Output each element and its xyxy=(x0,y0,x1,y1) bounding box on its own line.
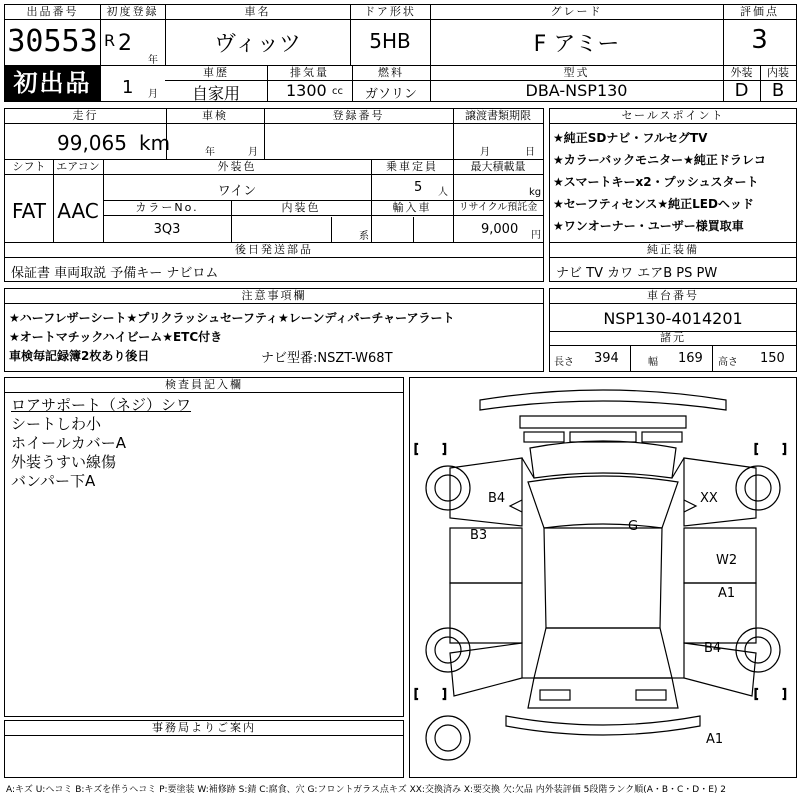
mileage-label: 走行 xyxy=(5,109,166,124)
length-label: 長さ xyxy=(554,357,574,368)
damage-diagram xyxy=(409,377,797,778)
door-type: 5HB xyxy=(369,29,411,53)
car-outline xyxy=(410,378,796,777)
sales-point: ★カラーバックモニター★純正ドラレコ xyxy=(553,153,766,167)
inspector-line: シートしわ小 xyxy=(11,415,102,433)
grade: F アミー xyxy=(533,32,620,57)
shift: FAT xyxy=(11,199,46,223)
history-label: 車歴 xyxy=(165,66,267,81)
note-line: ★オートマチックハイビーム★ETC付き xyxy=(9,330,223,344)
capacity-unit: 人 xyxy=(438,187,448,198)
history: 自家用 xyxy=(191,84,240,103)
mark-a1-right-rear: A1 xyxy=(718,586,736,601)
air-conditioner: AAC xyxy=(57,199,99,223)
sales-point: ★セーフティセンス★純正LEDヘッド xyxy=(553,197,754,211)
height: 150 xyxy=(760,351,785,366)
navi-model: ナビ型番:NSZT-W68T xyxy=(261,351,393,366)
color-number: 3Q3 xyxy=(153,222,181,237)
lot-number-label: 出品番号 xyxy=(5,5,100,20)
sales-points-section xyxy=(549,108,797,282)
grade-label: グレード xyxy=(430,5,723,20)
svg-text:[: [ xyxy=(414,442,419,456)
office-label: 事務局よりご案内 xyxy=(5,721,403,736)
chassis-number-label: 車台番号 xyxy=(550,289,796,304)
capacity: 5 xyxy=(414,180,423,195)
first-listing-badge: 初出品 xyxy=(5,66,100,101)
interior-grade-label: 内装 xyxy=(760,66,796,81)
max-load-unit: kg xyxy=(529,187,542,198)
registration-number-label: 登録番号 xyxy=(264,109,453,124)
svg-text:]: ] xyxy=(782,687,787,701)
car-name: ヴィッツ xyxy=(214,32,301,57)
height-label: 高さ xyxy=(718,357,738,368)
mark-a1-rear-bumper: A1 xyxy=(706,732,724,747)
recycle-deposit-label: リサイクル預託金 xyxy=(453,201,543,216)
capacity-label: 乗車定員 xyxy=(371,160,453,175)
score-label: 評価点 xyxy=(723,5,796,20)
sales-point: ★スマートキーx2・プッシュスタート xyxy=(553,175,759,189)
max-load-label: 最大積載量 xyxy=(453,160,543,175)
svg-text:[: [ xyxy=(754,687,759,701)
inspector-line: 外装うすい線傷 xyxy=(11,453,117,471)
lot-number: 30553 xyxy=(7,24,98,59)
note-line: ★ハーフレザーシート★プリクラッシュセーフティ★レーンディパーチャーアラート xyxy=(9,311,455,325)
air-conditioner-label: エアコン xyxy=(53,160,103,175)
sales-points-label: セールスポイント xyxy=(550,109,796,124)
inspection-label: 車検 xyxy=(166,109,264,124)
note-line: 車検毎記録簿2枚あり後日 xyxy=(9,349,150,363)
mark-g-windshield: G xyxy=(628,519,639,534)
first-registration-label: 初度登録 xyxy=(100,5,165,20)
displacement-unit: cc xyxy=(332,86,343,97)
exterior-color: ワイン xyxy=(217,184,257,199)
width-label: 幅 xyxy=(648,357,658,368)
transfer-month-unit: 月 xyxy=(480,147,490,158)
displacement-label: 排気量 xyxy=(267,66,352,81)
svg-text:[: [ xyxy=(754,442,759,456)
door-type-label: ドア形状 xyxy=(350,5,430,20)
color-number-label: カラーNo. xyxy=(103,201,231,216)
mark-b4-right-rear: B4 xyxy=(704,641,722,656)
interior-color-unit: 系 xyxy=(359,231,369,242)
fuel: ガソリン xyxy=(364,87,417,102)
registration-year-unit: 年 xyxy=(148,55,158,66)
exterior-grade-label: 外装 xyxy=(723,66,760,81)
later-parts: 保証書 車両取説 予備キー ナビロム xyxy=(11,266,219,281)
sales-point: ★ワンオーナー・ユーザー様買取車 xyxy=(553,219,744,233)
inspector-line: ホイールカバーA xyxy=(11,434,126,452)
notes-label: 注意事項欄 xyxy=(5,289,543,304)
mileage-unit: km xyxy=(139,131,171,155)
notes-section xyxy=(4,288,544,372)
equipment: ナビ TV カワ エアB PS PW xyxy=(556,266,718,281)
sales-points-list xyxy=(553,127,795,237)
interior-color-label: 内装色 xyxy=(231,201,371,216)
model-code: DBA-NSP130 xyxy=(525,81,628,100)
inspection-year-unit: 年 xyxy=(205,147,215,158)
mark-b3-left-door: B3 xyxy=(470,528,488,543)
mark-w2-right-door: W2 xyxy=(716,553,738,568)
model-code-label: 型式 xyxy=(430,66,723,81)
equipment-label: 純正装備 xyxy=(550,243,796,258)
sales-point: ★純正SDナビ・フルセグTV xyxy=(553,131,708,145)
chassis-section xyxy=(549,288,797,372)
car-name-label: 車名 xyxy=(165,5,350,20)
registration-year: 2 xyxy=(118,31,132,56)
damage-legend: A:キズ U:ヘコミ B:キズを伴うヘコミ P:要塗装 W:補修跡 S:錆 C:腐食、穴 G:フロントガラス点キズ XX:交換済み X:要交換 欠:欠品 内外装評価 5段階ランク順(A・B・C・D・E) 2 xyxy=(6,785,727,795)
import-label: 輸入車 xyxy=(371,201,453,216)
recycle-deposit-unit: 円 xyxy=(531,230,541,241)
mileage: 99,065 xyxy=(57,131,127,155)
exterior-grade: D xyxy=(734,80,749,101)
length: 394 xyxy=(594,351,619,366)
inspector-notes xyxy=(11,396,401,491)
inspector-label: 検査員記入欄 xyxy=(5,378,403,393)
interior-grade: B xyxy=(771,80,785,101)
inspector-section xyxy=(4,377,404,717)
svg-text:]: ] xyxy=(442,687,447,701)
registration-month-unit: 月 xyxy=(148,89,158,100)
recycle-deposit: 9,000 xyxy=(481,222,519,237)
office-section xyxy=(4,720,404,778)
inspection-month-unit: 月 xyxy=(248,147,258,158)
inspector-line: バンパー下A xyxy=(11,472,96,490)
shift-label: シフト xyxy=(5,160,53,175)
registration-month: 1 xyxy=(122,77,134,98)
displacement: 1300 xyxy=(286,81,327,100)
fuel-label: 燃料 xyxy=(352,66,430,81)
svg-text:[: [ xyxy=(414,687,419,701)
transfer-deadline-label: 譲渡書類期限 xyxy=(453,109,543,124)
svg-text:]: ] xyxy=(442,442,447,456)
width: 169 xyxy=(678,351,703,366)
registration-era: R xyxy=(104,31,116,50)
chassis-number: NSP130-4014201 xyxy=(603,309,743,328)
vehicle-details-section xyxy=(4,108,544,282)
later-parts-label: 後日発送部品 xyxy=(5,243,543,258)
transfer-day-unit: 日 xyxy=(525,147,535,158)
score: 3 xyxy=(751,25,768,55)
svg-text:]: ] xyxy=(782,442,787,456)
dimensions-label: 諸元 xyxy=(550,331,796,346)
mark-b4-left-front: B4 xyxy=(488,491,506,506)
exterior-color-label: 外装色 xyxy=(103,160,371,175)
inspector-line: ロアサポート（ネジ）シワ xyxy=(11,396,192,414)
header-section xyxy=(4,4,797,102)
mark-xx-right-front: XX xyxy=(700,491,718,506)
